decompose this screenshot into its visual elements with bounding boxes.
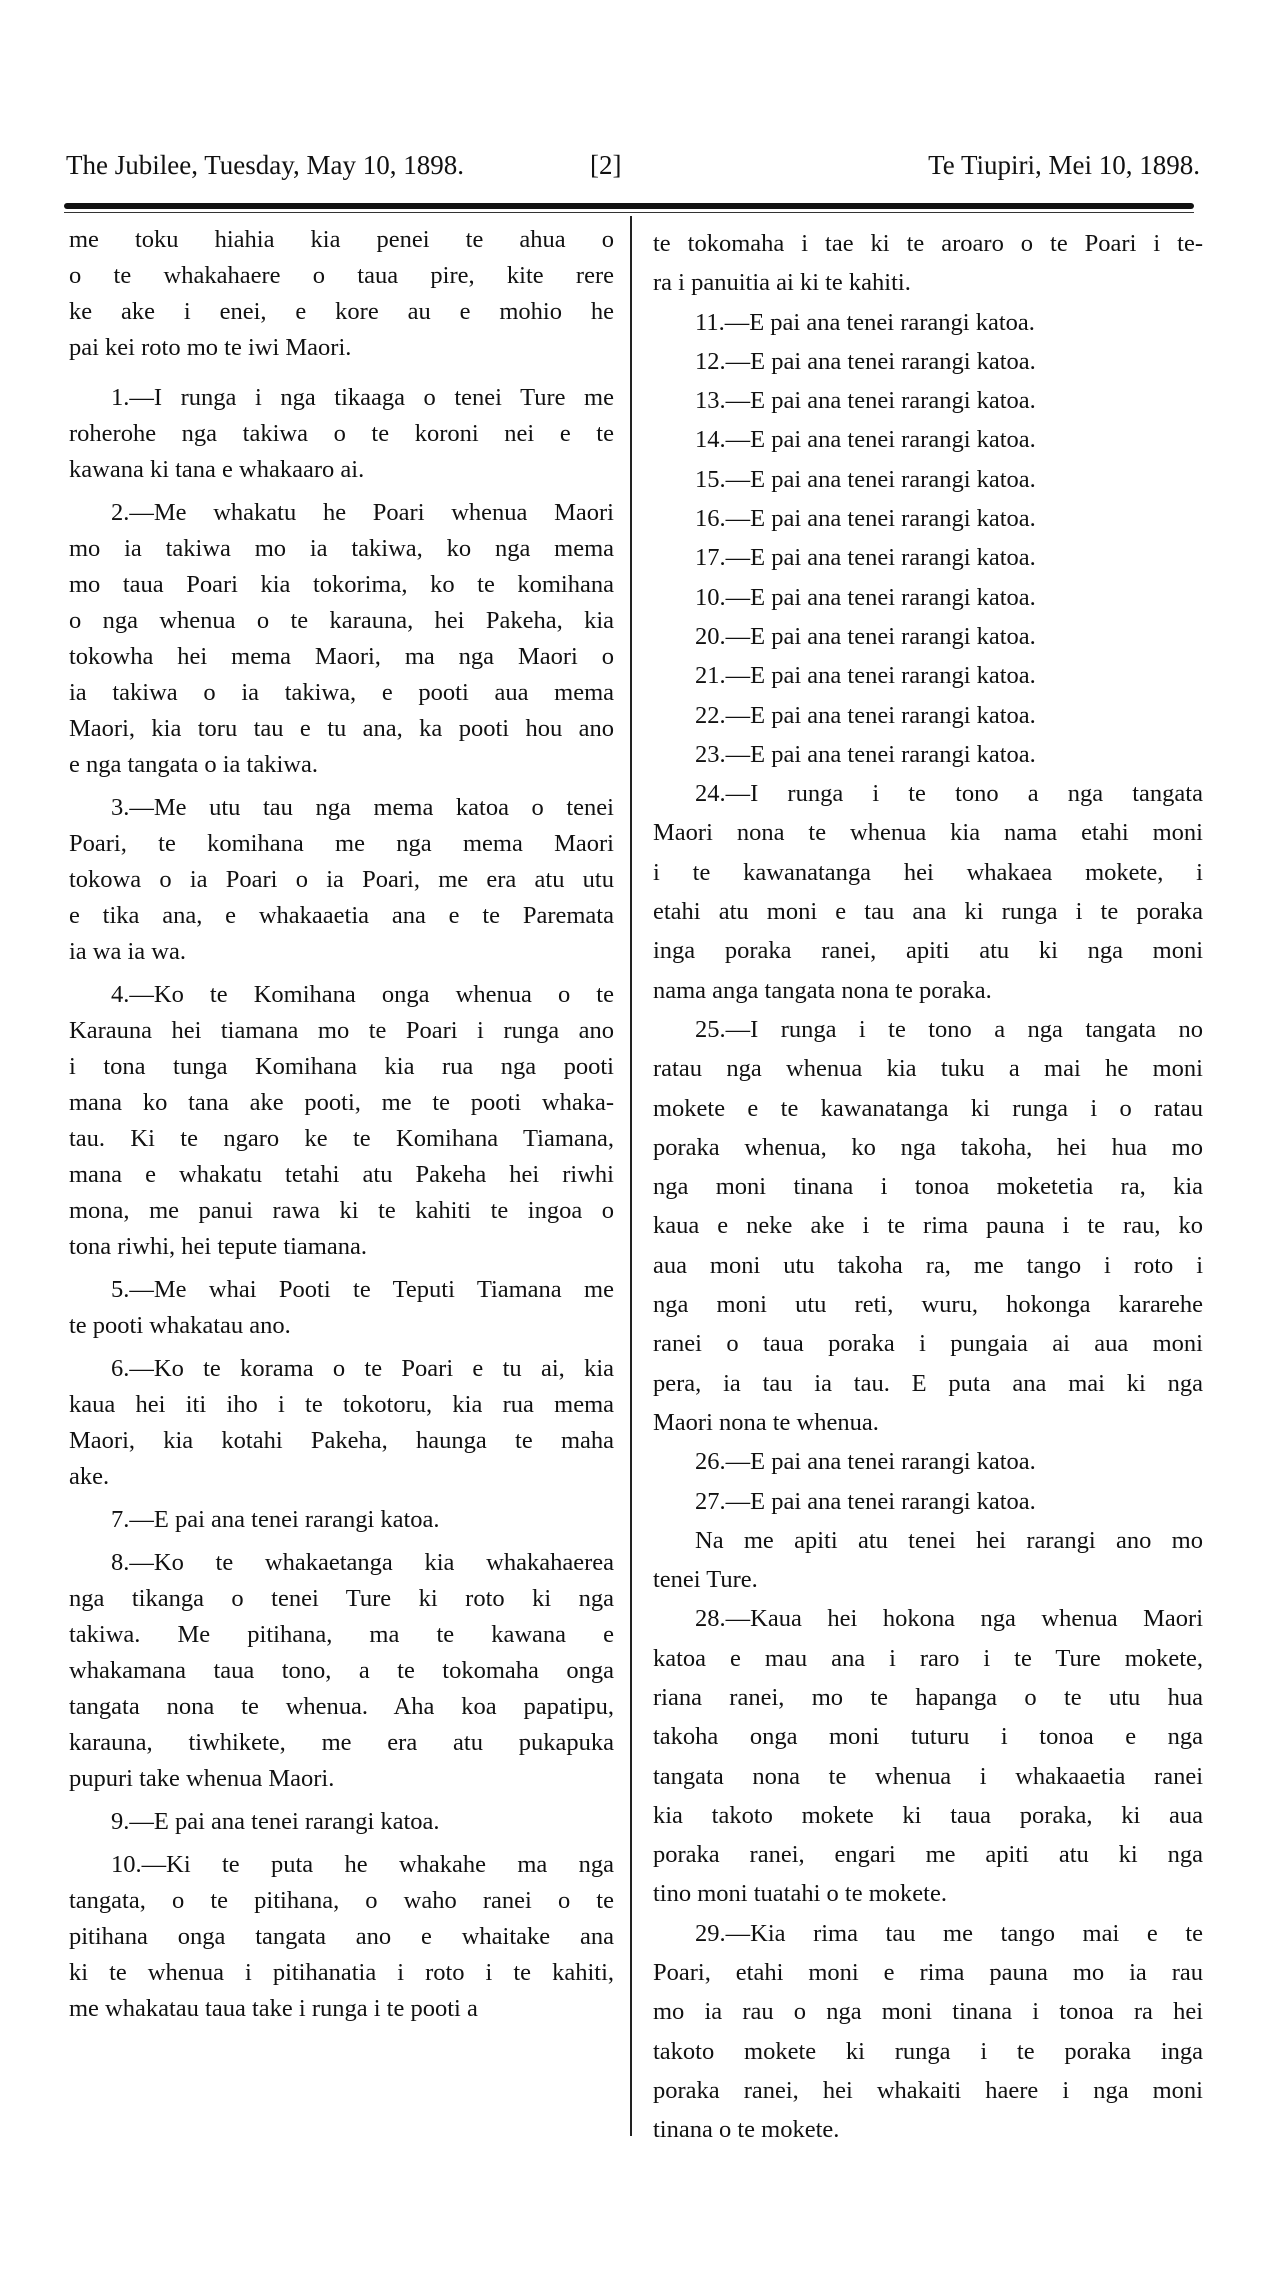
text-line: Maori, kia toru tau e tu ana, ka pooti hou ano (69, 715, 614, 742)
text-line: poraka ranei, engari me apiti atu ki nga (653, 1841, 1203, 1869)
paragraph (69, 1272, 614, 1344)
text-line: 4.—Ko te Komihana onga whenua o te (111, 981, 614, 1008)
text-line: whakamana taua tono, a te tokomaha onga (69, 1657, 614, 1684)
text-line: 25.—I runga i te tono a nga tangata no (695, 1015, 1203, 1043)
text-line: mo ia rau o nga moni tinana i tonoa ra hei (653, 1998, 1203, 2026)
paragraph (653, 774, 1203, 1010)
text-line: takiwa. Me pitihana, ma te kawana e (69, 1621, 614, 1648)
text-line: mana ko tana ake pooti, me te pooti whaka- (69, 1089, 614, 1116)
left-column (69, 222, 614, 2027)
text-line: Karauna hei tiamana mo te Poari i runga ano (69, 1017, 614, 1044)
text-line: etahi atu moni e tau ana ki runga i te poraka (653, 898, 1203, 926)
text-line: inga poraka ranei, apiti atu ki nga moni (653, 937, 1203, 965)
text-line: ranei o taua poraka i pungaia ai aua moni (653, 1330, 1203, 1358)
paragraph (653, 499, 1203, 538)
text-line: 3.—Me utu tau nga mema katoa o tenei (111, 794, 614, 821)
paragraph (653, 735, 1203, 774)
text-line: i te kawanatanga hei whakaea mokete, i (653, 858, 1203, 886)
page-number: [2] (590, 150, 622, 180)
text-line: kaua hei iti iho i te tokotoru, kia rua mema (69, 1391, 614, 1418)
text-line: 26.—E pai ana tenei rarangi katoa. (695, 1448, 1036, 1476)
text-line: tangata nona te whenua. Aha koa papatipu, (69, 1693, 614, 1720)
text-line: Maori nona te whenua. (653, 1408, 879, 1436)
text-line: 13.—E pai ana tenei rarangi katoa. (695, 387, 1036, 415)
text-line: mo ia takiwa mo ia takiwa, ko nga mema (69, 535, 614, 562)
text-line: 8.—Ko te whakaetanga kia whakahaerea (111, 1549, 614, 1576)
text-line: me whakatau taua take i runga i te pooti a (69, 1995, 478, 2022)
text-line: roherohe nga takiwa o te koroni nei e te (69, 420, 614, 447)
text-line: 5.—Me whai Pooti te Teputi Tiamana me (111, 1276, 614, 1303)
text-line: ratau nga whenua kia tuku a mai he moni (653, 1055, 1203, 1083)
text-line: o nga whenua o te karauna, hei Pakeha, kia (69, 607, 614, 634)
paragraph (69, 1351, 614, 1495)
text-line: Maori, kia kotahi Pakeha, haunga te maha (69, 1427, 614, 1454)
text-line: takoha onga moni tuturu i tonoa e nga (653, 1723, 1203, 1751)
text-line: nga moni tinana i tonoa moketetia ra, kia (653, 1173, 1203, 1201)
paragraph (653, 1914, 1203, 2150)
paragraph (69, 1545, 614, 1797)
lead-paragraph (69, 222, 614, 366)
text-line: katoa e mau ana i raro i te Ture mokete, (653, 1644, 1203, 1672)
text-line: 10.—Ki te puta he whakahe ma nga (111, 1851, 614, 1878)
text-line: mona, me panui rawa ki te kahiti te ingoa o (69, 1197, 614, 1224)
text-line: tinana o te mokete. (653, 2116, 840, 2144)
header-rule (64, 203, 1194, 209)
text-line: 10.—E pai ana tenei rarangi katoa. (695, 583, 1036, 611)
text-line: riana ranei, mo te hapanga o te utu hua (653, 1683, 1203, 1711)
text-line: 2.—Me whakatu he Poari whenua Maori (111, 499, 614, 526)
text-line: ake. (69, 1463, 110, 1490)
text-line: 23.—E pai ana tenei rarangi katoa. (695, 740, 1036, 768)
text-line: pai kei roto mo te iwi Maori. (69, 334, 352, 361)
paragraph (69, 380, 614, 488)
paragraph (653, 1482, 1203, 1521)
text-line: kia takoto mokete ki taua poraka, ki aua (653, 1801, 1203, 1829)
paragraph (653, 303, 1203, 342)
text-line: aua moni utu takoha ra, me tango i roto i (653, 1251, 1203, 1279)
text-line: 17.—E pai ana tenei rarangi katoa. (695, 544, 1036, 572)
text-line: mo taua Poari kia tokorima, ko te komihana (69, 571, 614, 598)
paragraph (653, 1442, 1203, 1481)
text-line: poraka ranei, hei whakaiti haere i nga moni (653, 2076, 1203, 2104)
paragraph (653, 224, 1203, 303)
text-line: Maori nona te whenua kia nama etahi moni (653, 819, 1203, 847)
text-line: 6.—Ko te korama o te Poari e tu ai, kia (111, 1355, 614, 1382)
text-line: 24.—I runga i te tono a nga tangata (695, 780, 1203, 808)
text-line: tokowa o ia Poari o ia Poari, me era atu utu (69, 866, 614, 893)
text-line: 11.—E pai ana tenei rarangi katoa. (695, 308, 1035, 336)
text-line: me toku hiahia kia penei te ahua o (69, 226, 614, 253)
text-line: 7.—E pai ana tenei rarangi katoa. (111, 1506, 440, 1533)
paragraph (653, 617, 1203, 656)
text-line: pera, ia tau ia tau. E puta ana mai ki nga (653, 1369, 1203, 1397)
text-line: tino moni tuatahi o te mokete. (653, 1880, 947, 1908)
text-line: 22.—E pai ana tenei rarangi katoa. (695, 701, 1036, 729)
text-line: e tika ana, e whakaaetia ana e te Paremata (69, 902, 614, 929)
paragraph (69, 790, 614, 970)
header-maori-date: Te Tiupiri, Mei 10, 1898. (928, 150, 1200, 180)
paragraph (69, 1847, 614, 2027)
text-line: te tokomaha i tae ki te aroaro o te Poari i te- (653, 230, 1203, 257)
header-rule-thin (64, 212, 1194, 213)
text-line: nga moni utu reti, wuru, hokonga kararehe (653, 1291, 1203, 1319)
text-line: tangata, o te pitihana, o waho ranei o te (69, 1887, 614, 1914)
text-line: 1.—I runga i nga tikaaga o tenei Ture me (111, 384, 614, 411)
text-line: Poari, etahi moni e rima pauna mo ia rau (653, 1959, 1203, 1987)
text-line: 12.—E pai ana tenei rarangi katoa. (695, 347, 1036, 375)
text-line: ke ake i enei, e kore au e mohio he (69, 298, 614, 325)
text-line: 27.—E pai ana tenei rarangi katoa. (695, 1487, 1036, 1515)
text-line: o te whakahaere o taua pire, kite rere (69, 262, 614, 289)
text-line: nama anga tangata nona te poraka. (653, 976, 992, 1004)
text-line: 28.—Kaua hei hokona nga whenua Maori (695, 1605, 1203, 1633)
text-line: poraka whenua, ko nga takoha, hei hua mo (653, 1133, 1203, 1161)
text-line: takoto mokete ki runga i te poraka inga (653, 2037, 1203, 2065)
text-line: 20.—E pai ana tenei rarangi katoa. (695, 622, 1036, 650)
paragraph (653, 381, 1203, 420)
paragraph (69, 1502, 614, 1538)
text-line: tenei Ture. (653, 1566, 758, 1594)
text-line: ia takiwa o ia takiwa, e pooti aua mema (69, 679, 614, 706)
paragraph (653, 538, 1203, 577)
text-line: tangata nona te whenua i whakaaetia ranei (653, 1762, 1203, 1790)
text-line: te pooti whakatau ano. (69, 1312, 291, 1339)
text-line: pitihana onga tangata ano e whaitake ana (69, 1923, 614, 1950)
text-line: 9.—E pai ana tenei rarangi katoa. (111, 1808, 440, 1835)
text-line: Na me apiti atu tenei hei rarangi ano mo (695, 1526, 1203, 1554)
paragraph (653, 1521, 1203, 1600)
text-line: pupuri take whenua Maori. (69, 1765, 335, 1792)
paragraph (653, 460, 1203, 499)
paragraph (69, 1804, 614, 1840)
text-line: 21.—E pai ana tenei rarangi katoa. (695, 662, 1036, 690)
paragraph (69, 977, 614, 1265)
header-english-date: The Jubilee, Tuesday, May 10, 1898. (66, 150, 464, 180)
text-line: mana e whakatu tetahi atu Pakeha hei riwhi (69, 1161, 614, 1188)
text-line: mokete e te kawanatanga ki runga i o ratau (653, 1094, 1203, 1122)
text-line: 15.—E pai ana tenei rarangi katoa. (695, 465, 1036, 493)
text-line: e nga tangata o ia takiwa. (69, 751, 318, 778)
text-line: i tona tunga Komihana kia rua nga pooti (69, 1053, 614, 1080)
text-line: ra i panuitia ai ki te kahiti. (653, 269, 911, 297)
text-line: Poari, te komihana me nga mema Maori (69, 830, 614, 857)
text-line: kawana ki tana e whakaaro ai. (69, 456, 365, 483)
paragraph (653, 696, 1203, 735)
paragraph (653, 342, 1203, 381)
right-column (653, 224, 1203, 2150)
text-line: kaua e neke ake i te rima pauna i te rau, ko (653, 1212, 1203, 1240)
text-line: ki te whenua i pitihanatia i roto i te kahiti, (69, 1959, 614, 1986)
text-line: 29.—Kia rima tau me tango mai e te (695, 1919, 1203, 1947)
paragraph (653, 656, 1203, 695)
text-line: 14.—E pai ana tenei rarangi katoa. (695, 426, 1036, 454)
paragraph (653, 420, 1203, 459)
paragraph (653, 1010, 1203, 1442)
paragraph (69, 495, 614, 783)
text-line: tau. Ki te ngaro ke te Komihana Tiamana, (69, 1125, 614, 1152)
text-line: tokowha hei mema Maori, ma nga Maori o (69, 643, 614, 670)
text-line: nga tikanga o tenei Ture ki roto ki nga (69, 1585, 614, 1612)
column-divider (630, 216, 632, 2136)
text-line: 16.—E pai ana tenei rarangi katoa. (695, 505, 1036, 533)
paragraph (653, 1599, 1203, 1913)
text-line: tona riwhi, hei tepute tiamana. (69, 1233, 367, 1260)
paragraph (653, 578, 1203, 617)
text-line: karauna, tiwhikete, me era atu pukapuka (69, 1729, 614, 1756)
text-line: ia wa ia wa. (69, 938, 186, 965)
